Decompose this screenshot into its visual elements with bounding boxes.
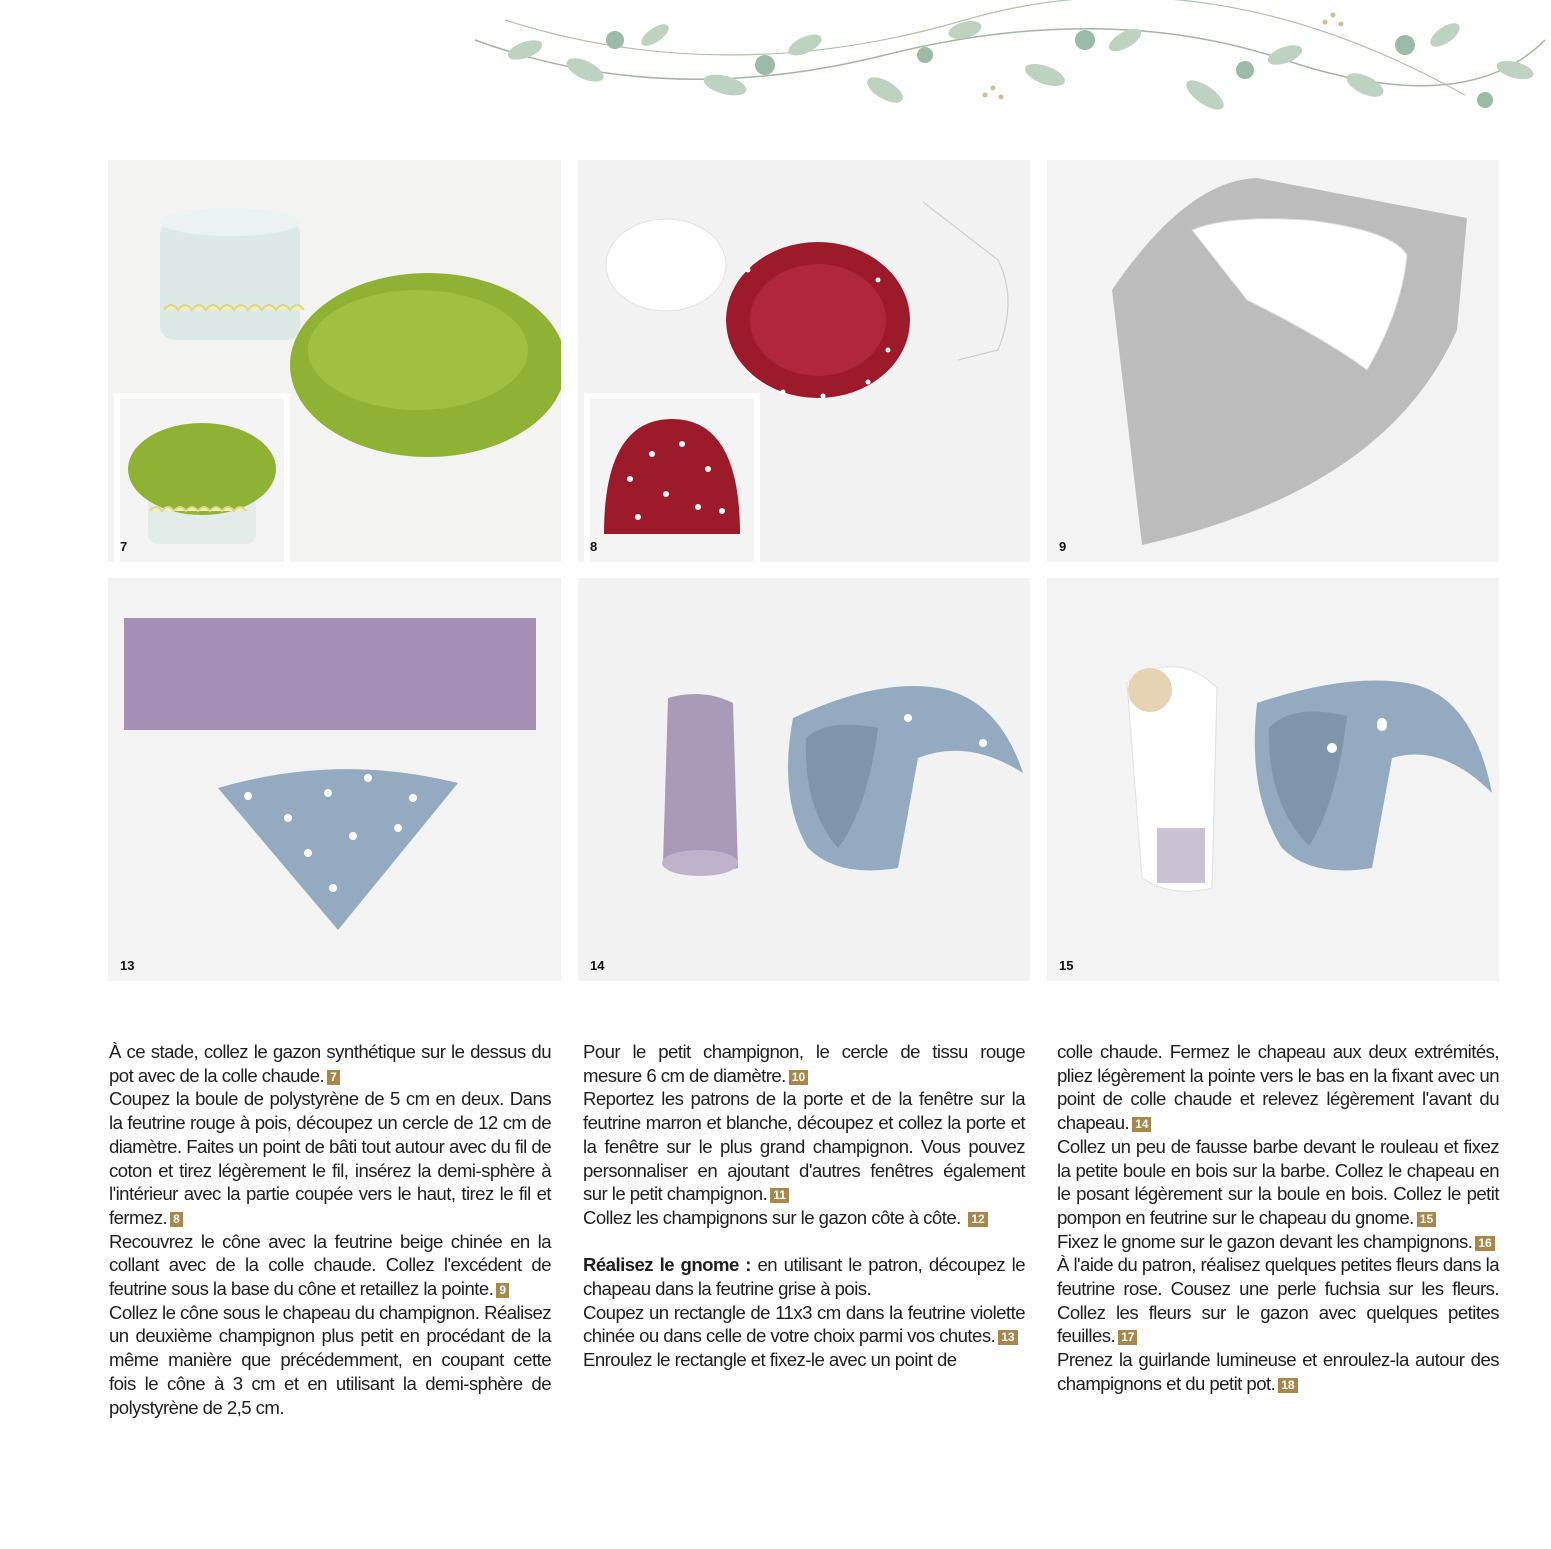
paragraph: Réalisez le gnome : en utilisant le patron, découpez le chapeau dans la feutrine grise à pois. [583, 1254, 1025, 1300]
step-ref-badge: 11 [770, 1188, 789, 1203]
paragraph: Fixez le gnome sur le gazon devant les champignons. 16 [1057, 1230, 1499, 1254]
step-ref-badge: 12 [968, 1212, 987, 1227]
rolled-felt-and-hat-illustration [578, 578, 1030, 981]
paragraph: Coupez la boule de polystyrène de 5 cm en deux. Dans la feutrine rouge à pois, découpez un cercle de 12 cm de diamètre. Faites un point de bâti tout autour avec du fil de coton et tirez légèrement le fil, insérez la demi-sphère à l'intérieur avec la partie coupée vers le haut, tirez le fil et fermez. 8 [109, 1088, 551, 1228]
paragraph: Collez les champignons sur le gazon côte à côte. 12 [583, 1206, 1025, 1230]
paragraph: À l'aide du patron, réalisez quelques petites fleurs dans la feutrine rose. Cousez une perle fuchsia sur les fleurs. Collez les fleurs sur le gazon avec quelques petites feuilles. 17 [1057, 1254, 1499, 1347]
photo-step-number: 14 [590, 958, 605, 973]
photo-step-number: 13 [120, 958, 135, 973]
photo-step-13 [108, 578, 561, 981]
photo-step-8 [578, 160, 1030, 562]
foliage-illustration [465, 0, 1551, 135]
step-ref-badge: 13 [998, 1330, 1017, 1345]
step-ref-badge: 7 [327, 1070, 340, 1085]
section-heading: Réalisez le gnome : [583, 1254, 751, 1276]
step-ref-badge: 16 [1475, 1236, 1494, 1251]
paragraph: colle chaude. Fermez le chapeau aux deux extrémités, pliez légèrement la pointe vers le bas en la fixant avec un point de colle chaude et relevez légèrement l'avant du chapeau. 14 [1057, 1041, 1499, 1134]
step-ref-badge: 9 [496, 1283, 509, 1298]
photo-step-7-inset [114, 393, 290, 562]
paragraph: Reportez les patrons de la porte et de la fenêtre sur la feutrine marron et blanche, découpez et collez la porte et la fenêtre sur le plus grand champignon. Vous pouvez personnaliser en ajoutant d'autres fenêtres également sur le petit champignon. 11 [583, 1088, 1025, 1205]
paragraph: Pour le petit champignon, le cercle de tissu rouge mesure 6 cm de diamètre. 10 [583, 1041, 1025, 1086]
paragraph: Collez le cône sous le chapeau du champignon. Réalisez un deuxième champignon plus petit en procédant de la même manière que précédemment, en coupant cette fois le cône à 3 cm et en utilisant la demi-sphère de polystyrène de 2,5 cm. [109, 1301, 551, 1418]
paragraph: Recouvrez le cône avec la feutrine beige chinée en la collant avec de la colle chaude. Collez l'excédent de feutrine sous la base du cône et retaillez la pointe. 9 [109, 1230, 551, 1300]
grey-felt-cone-illustration [1047, 160, 1499, 562]
red-mushroom-cap-illustration [590, 399, 754, 562]
step-ref-badge: 18 [1278, 1378, 1297, 1393]
photo-step-number: 7 [120, 539, 128, 554]
gnome-body-and-hat-illustration [1047, 578, 1499, 981]
photo-step-number: 8 [590, 539, 598, 554]
photo-step-15 [1047, 578, 1499, 981]
photo-step-number: 9 [1059, 539, 1067, 554]
photo-step-number: 15 [1059, 958, 1074, 973]
paragraph: Enroulez le rectangle et fixez-le avec un point de [583, 1349, 957, 1371]
instructions-column-2 [583, 1040, 1025, 1372]
step-ref-badge: 15 [1417, 1212, 1436, 1227]
paragraph: Collez un peu de fausse barbe devant le rouleau et fixez la petite boule en bois sur la barbe. Collez le chapeau en le posant légèrement sur la boule en bois. Collez le petit pompon en feutrine sur le chapeau du gnome. 15 [1057, 1135, 1499, 1228]
photo-step-8-inset [584, 393, 760, 562]
photo-step-9 [1047, 160, 1499, 562]
instructions-column-1 [109, 1040, 551, 1419]
paragraph: Prenez la guirlande lumineuse et enroulez-la autour des champignons et du petit pot. 18 [1057, 1349, 1499, 1394]
photo-step-7 [108, 160, 561, 562]
felt-pieces-illustration [108, 578, 561, 981]
paragraph: Coupez un rectangle de 11x3 cm dans la feutrine violette chinée ou dans celle de votre choix parmi vos chutes. 13 [583, 1301, 1025, 1347]
moss-pot-top-illustration [120, 399, 284, 562]
step-ref-badge: 10 [789, 1070, 808, 1085]
step-ref-badge: 8 [170, 1212, 183, 1227]
photo-step-14 [578, 578, 1030, 981]
instructions-column-3 [1057, 1040, 1499, 1396]
step-ref-badge: 14 [1132, 1117, 1151, 1132]
paragraph: À ce stade, collez le gazon synthétique sur le dessus du pot avec de la colle chaude. 7 [109, 1041, 551, 1086]
step-ref-badge: 17 [1118, 1330, 1137, 1345]
